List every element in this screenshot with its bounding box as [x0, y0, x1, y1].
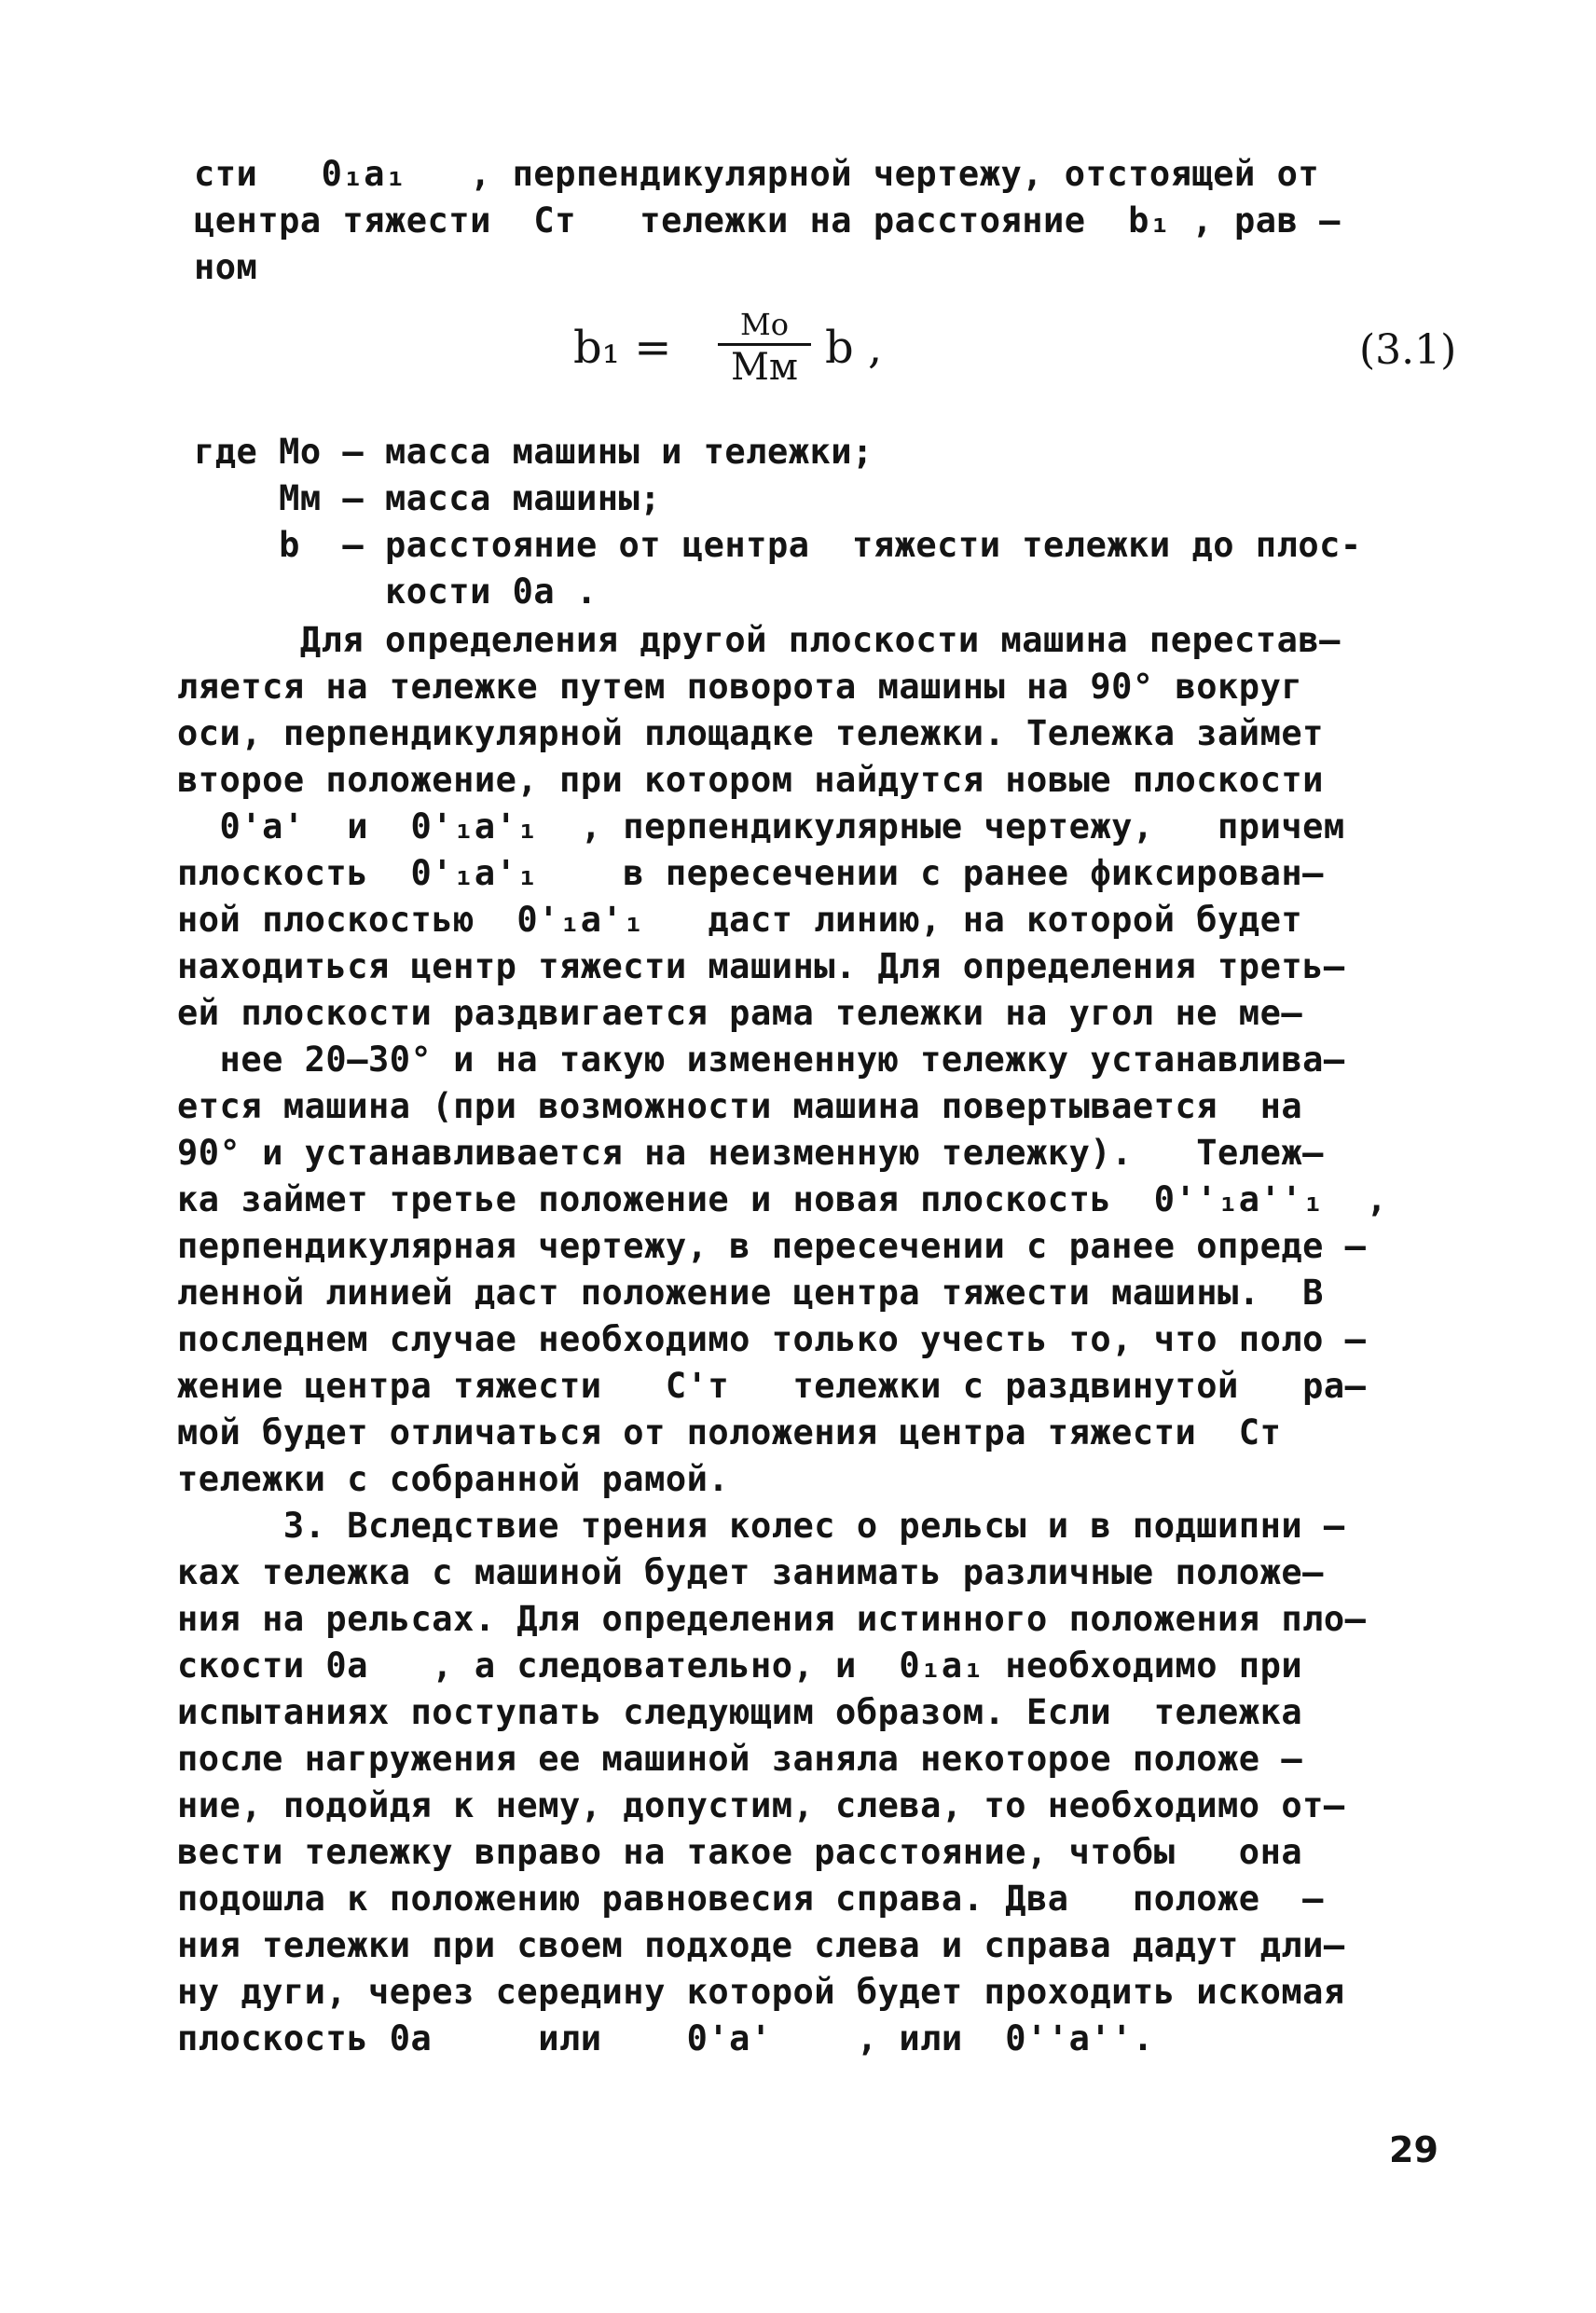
text-line: находиться центр тяжести машины. Для определения треть–	[177, 946, 1345, 986]
text-line: плоскость 0a или 0'a' , или 0''a''.	[177, 2018, 1154, 2058]
text-line: вести тележку вправо на такое расстояние, чтобы она	[177, 1832, 1303, 1872]
text-line: Для определения другой плоскости машина перестав–	[194, 620, 1341, 660]
text-line: ния на рельсах. Для определения истинного положения пло–	[177, 1599, 1367, 1639]
text-line: ния тележки при своем подходе слева и справа дадут дли–	[177, 1925, 1345, 1965]
definition-line: b – расстояние от центра тяжести тележки до плос-	[194, 525, 1362, 565]
text-line: нее 20–30° и на такую измененную тележку устанавлива–	[177, 1039, 1345, 1080]
text-line: 3. Вследствие трения колес о рельсы и в подшипни –	[177, 1506, 1345, 1546]
text-line: ну дуги, через середину которой будет проходить искомая	[177, 1972, 1345, 2012]
text-line: оси, перпендикулярной площадке тележки. Тележка займет	[177, 713, 1324, 753]
text-line: ной плоскостью 0'₁a'₁ даст линию, на которой будет	[177, 900, 1303, 940]
text-line: жение центра тяжести C'т тележки с раздвинутой ра–	[177, 1366, 1367, 1406]
text-line: ляется на тележке путем поворота машины на 90° вокруг	[177, 667, 1303, 707]
formula-numerator: Mo	[718, 306, 811, 346]
text-line: второе положение, при котором найдутся новые плоскости	[177, 760, 1324, 800]
definition-line: где Mо – масса машины и тележки;	[194, 432, 874, 472]
definition-line: Mм – масса машины;	[194, 478, 662, 518]
text-line: ленной линией даст положение центра тяжести машины. В	[177, 1273, 1324, 1313]
text-line: центра тяжести Cт тележки на расстояние b₁ , рав –	[194, 200, 1341, 241]
text-line: ка займет третье положение и новая плоскость 0''₁a''₁ ,	[177, 1179, 1388, 1219]
text-line: ется машина (при возможности машина повертывается на	[177, 1086, 1303, 1126]
text-line: сти 0₁a₁ , перпендикулярной чертежу, отстоящей от	[194, 154, 1320, 194]
text-line: ние, подойдя к нему, допустим, слева, то необходимо от–	[177, 1785, 1345, 1825]
formula-denominator: Mм	[730, 346, 799, 389]
formula-lhs: b₁ =	[573, 322, 672, 374]
text-line: мой будет отличаться от положения центра тяжести Cт	[177, 1412, 1282, 1453]
page-number: 29	[1389, 2129, 1438, 2170]
definition-line: кости 0a .	[194, 571, 598, 612]
text-line: последнем случае необходимо только учесть то, что поло –	[177, 1319, 1367, 1359]
text-line: плоскость 0'₁a'₁ в пересечении с ранее фиксирован–	[177, 853, 1324, 893]
text-line: подошла к положению равновесия справа. Два положе –	[177, 1879, 1324, 1919]
text-line: 0'a' и 0'₁a'₁ , перпендикулярные чертежу, причем	[177, 806, 1345, 847]
text-line: после нагружения ее машиной заняла некоторое положе –	[177, 1739, 1303, 1779]
text-line: испытаниях поступать следующим образом. Если тележка	[177, 1692, 1303, 1732]
text-line: ном	[194, 247, 258, 287]
formula-rhs: b ,	[825, 322, 883, 374]
text-line: перпендикулярная чертежу, в пересечении с ранее опреде –	[177, 1226, 1367, 1266]
equation-number: (3.1)	[1359, 326, 1457, 374]
text-line: тележки с собранной рамой.	[177, 1459, 730, 1499]
text-line: 90° и устанавливается на неизменную тележку). Тележ–	[177, 1133, 1324, 1173]
text-line: ках тележка с машиной будет занимать различные положе–	[177, 1552, 1324, 1592]
text-line: скости 0a , а следовательно, и 0₁a₁ необходимо при	[177, 1645, 1303, 1686]
formula-fraction	[718, 306, 811, 389]
text-line: ей плоскости раздвигается рама тележки на угол не ме–	[177, 993, 1303, 1033]
